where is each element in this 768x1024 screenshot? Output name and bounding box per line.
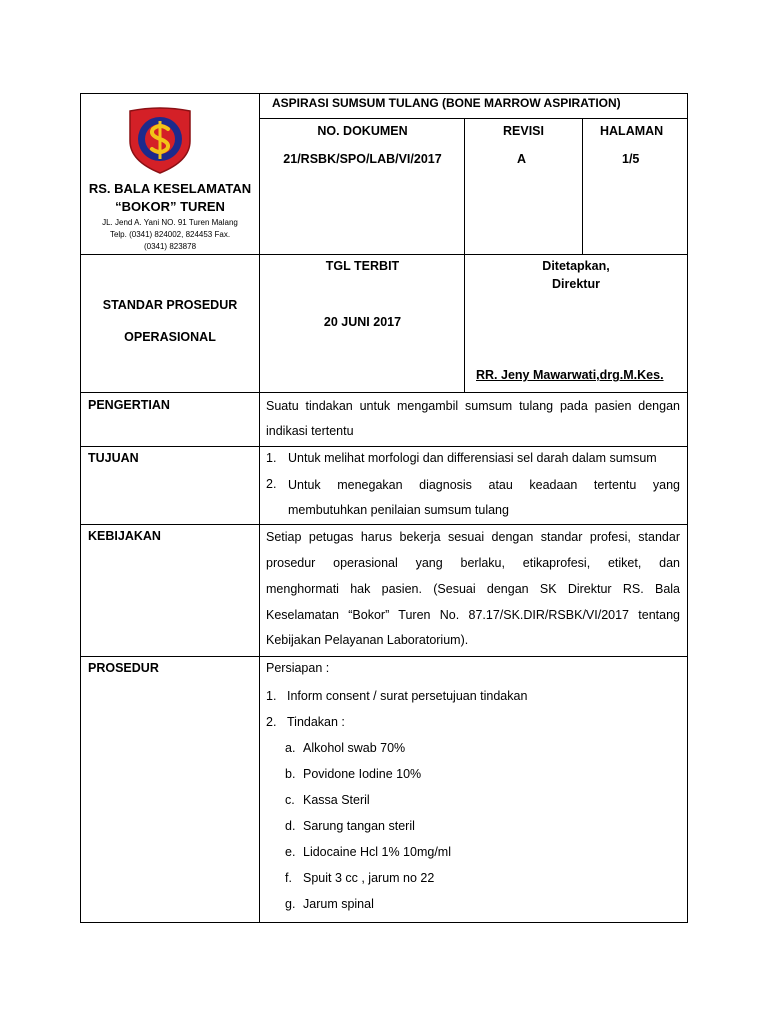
tujuan-item-number: 2. xyxy=(266,477,277,491)
kebijakan-line: Setiap petugas harus bekerja sesuai dengan standar profesi, standar xyxy=(266,530,680,544)
prosedur-subitem-letter: a. xyxy=(285,741,296,755)
prosedur-subitem: Alkohol swab 70% xyxy=(303,741,406,755)
prosedur-subitem-letter: f. xyxy=(285,871,292,885)
ditetapkan-label: Ditetapkan, xyxy=(542,259,610,273)
revisi-value: A xyxy=(517,152,527,166)
prosedur-label: PROSEDUR xyxy=(88,661,159,675)
document-title: ASPIRASI SUMSUM TULANG (BONE MARROW ASPIRATION) xyxy=(272,96,621,110)
no-dokumen-label: NO. DOKUMEN xyxy=(317,124,408,138)
spo-title: STANDAR PROSEDUR xyxy=(102,298,238,312)
hospital-address: JL. Jend A. Yani NO. 91 Turen Malang xyxy=(102,218,238,227)
prosedur-item-number: 1. xyxy=(266,689,277,703)
kebijakan-line: Keselamatan “Bokor” Turen No. 87.17/SK.DIR/RSBK/VI/2017 tentang xyxy=(266,608,680,622)
hospital-phone: Telp. (0341) 824002, 824453 Fax. xyxy=(109,230,231,239)
pengertian-label: PENGERTIAN xyxy=(88,398,170,412)
tgl-terbit-label: TGL TERBIT xyxy=(325,259,400,273)
prosedur-subitem: Sarung tangan steril xyxy=(303,819,415,833)
pengertian-line: Suatu tindakan untuk mengambil sumsum tulang pada pasien dengan xyxy=(266,399,680,413)
kebijakan-line: Kebijakan Pelayanan Laboratorium). xyxy=(266,633,469,647)
prosedur-subitem-letter: c. xyxy=(285,793,295,807)
tujuan-item-number: 1. xyxy=(266,451,277,465)
direktur-label: Direktur xyxy=(552,277,600,291)
hospital-name-2: “BOKOR” TUREN xyxy=(115,199,225,214)
prosedur-item: Tindakan : xyxy=(287,715,345,729)
prosedur-item: Inform consent / surat persetujuan tindakan xyxy=(287,689,528,703)
prosedur-item-number: 2. xyxy=(266,715,277,729)
prosedur-subitem: Lidocaine Hcl 1% 10mg/ml xyxy=(303,845,451,859)
tujuan-item-continuation: membutuhkan penilaian sumsum tulang xyxy=(288,503,509,517)
kebijakan-line: menghormati hak pasien. (Sesuai dengan SK Direktur RS. Bala xyxy=(266,582,680,596)
prosedur-heading: Persiapan : xyxy=(266,661,330,675)
prosedur-subitem-letter: d. xyxy=(285,819,296,833)
kebijakan-label: KEBIJAKAN xyxy=(88,529,161,543)
prosedur-subitem: Spuit 3 cc , jarum no 22 xyxy=(303,871,435,885)
kebijakan-line: prosedur operasional yang berlaku, etikaprofesi, etiket, dan xyxy=(266,556,680,570)
prosedur-subitem: Jarum spinal xyxy=(303,897,374,911)
tgl-terbit-value: 20 JUNI 2017 xyxy=(323,315,402,329)
spo-title-2: OPERASIONAL xyxy=(124,330,216,344)
hospital-fax: (0341) 823878 xyxy=(143,242,197,251)
prosedur-subitem: Povidone Iodine 10% xyxy=(303,767,422,781)
prosedur-subitem-letter: e. xyxy=(285,845,296,859)
prosedur-subitem-letter: g. xyxy=(285,897,296,911)
hospital-logo xyxy=(124,103,196,175)
halaman-value: 1/5 xyxy=(622,152,640,166)
pengertian-line: indikasi tertentu xyxy=(266,424,354,438)
no-dokumen-value: 21/RSBK/SPO/LAB/VI/2017 xyxy=(283,152,442,166)
prosedur-subitem-letter: b. xyxy=(285,767,296,781)
revisi-label: REVISI xyxy=(503,124,544,138)
tujuan-item: Untuk melihat morfologi dan differensiasi sel darah dalam sumsum xyxy=(288,451,657,465)
tujuan-item: Untuk menegakan diagnosis atau keadaan tertentu yang xyxy=(288,478,680,492)
halaman-label: HALAMAN xyxy=(600,124,664,138)
hospital-name: RS. BALA KESELAMATAN xyxy=(88,181,252,196)
tujuan-label: TUJUAN xyxy=(88,451,139,465)
direktur-name: RR. Jeny Mawarwati,drg.M.Kes. xyxy=(476,368,664,382)
prosedur-subitem: Kassa Steril xyxy=(303,793,370,807)
